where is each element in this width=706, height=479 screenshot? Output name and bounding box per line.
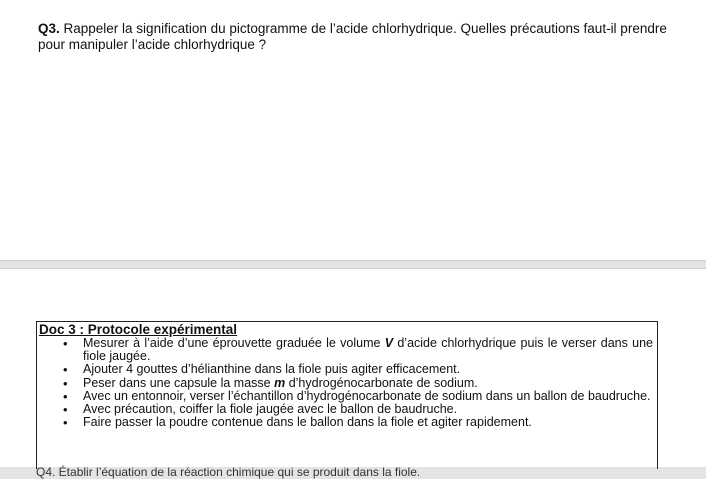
- step-text: Mesurer à l’aide d’une éprouvette graduée le volume: [83, 336, 385, 350]
- protocol-step-list: [39, 337, 653, 429]
- volume-symbol: V: [384, 336, 394, 350]
- mass-symbol: m: [274, 375, 286, 390]
- doc3-title: Doc 3 : Protocole expérimental: [39, 322, 238, 337]
- step-text: d’acide chlorhydrique puis le verser dans une fiole jaugée.: [83, 336, 653, 364]
- protocol-step: [39, 337, 653, 363]
- step-text: Faire passer la poudre contenue dans le ballon dans la fiole et agiter rapidement.: [83, 415, 532, 430]
- document-page-2: [0, 268, 706, 479]
- step-text: Ajouter 4 gouttes d’hélianthine dans la fiole puis agiter efficacement.: [83, 362, 461, 377]
- doc3-protocol-box: [36, 321, 658, 469]
- cut-off-next-question: Q4. Établir l’équation de la réaction chimique qui se produit dans la fiole.: [36, 465, 421, 479]
- step-text: Avec précaution, coiffer la fiole jaugée avec le ballon de baudruche.: [83, 402, 458, 417]
- question-3: [38, 21, 668, 53]
- question-number: Q3.: [38, 21, 60, 36]
- step-text: Avec un entonnoir, verser l’échantillon d’hydrogénocarbonate de sodium dans un ballon de baudruche.: [83, 388, 651, 403]
- step-text: Peser dans une capsule la masse: [83, 375, 275, 390]
- protocol-step: [39, 416, 653, 429]
- question-text: Rappeler la signification du pictogramme de l’acide chlorhydrique. Quelles précautions faut-il prendre pour manipuler l’acide chlorhydrique ?: [38, 21, 667, 52]
- step-text: d’hydrogénocarbonate de sodium.: [285, 375, 478, 390]
